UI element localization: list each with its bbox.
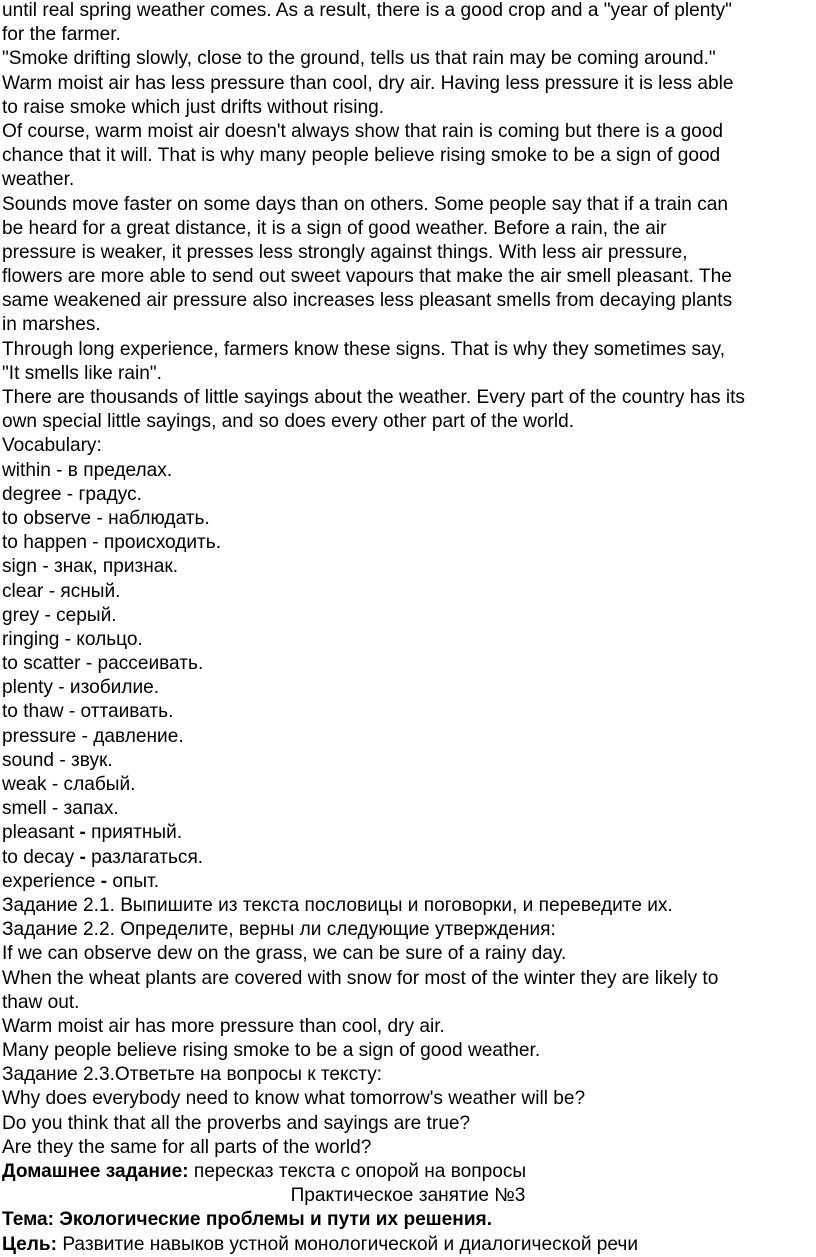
text-line: "It smells like rain". [2, 362, 162, 384]
task-line: Do you think that all the proverbs and sayings are true? [2, 1112, 471, 1134]
goal-label: Цель: [2, 1233, 58, 1255]
goal-line [2, 1233, 814, 1257]
vocabulary-item [2, 459, 814, 483]
vocabulary-separator: - [76, 725, 94, 747]
vocabulary-term: weak [2, 774, 47, 795]
vocabulary-term: clear [2, 580, 44, 602]
vocabulary-separator: - [74, 846, 92, 868]
task-line: Are they the same for all parts of the world? [2, 1136, 372, 1158]
vocabulary-item [2, 700, 814, 724]
text-line: pressure is weaker, it presses less strongly against things. With less air pressure, [2, 241, 688, 263]
vocabulary-term: degree [2, 483, 62, 505]
topic-text: Тема: Экологические проблемы и пути их решения. [2, 1209, 493, 1231]
vocabulary-term: sign [2, 556, 38, 578]
text-line: same weakened air pressure also increases less pleasant smells from decaying plants [2, 290, 733, 312]
text-line: in marshes. [2, 314, 101, 336]
vocabulary-translation: изобилие. [69, 677, 160, 699]
reading-text [2, 0, 814, 459]
vocabulary-term: pressure [2, 725, 77, 747]
text-line: for the farmer. [2, 24, 121, 46]
vocabulary-separator: - [63, 701, 81, 723]
task-line: Many people believe rising smoke to be a sign of good weather. [2, 1040, 541, 1062]
vocabulary-item [2, 604, 814, 628]
task-line: When the wheat plants are covered with snow for most of the winter they are likely to [2, 967, 719, 989]
vocabulary-item [2, 555, 814, 579]
vocabulary-term: ringing [2, 628, 60, 650]
vocabulary-term: to decay [2, 846, 75, 868]
vocabulary-item [2, 870, 814, 894]
vocabulary-separator: - [59, 628, 77, 650]
vocabulary-item [2, 725, 814, 749]
task-line: If we can observe dew on the grass, we can be sure of a rainy day. [2, 943, 567, 965]
vocabulary-item [2, 797, 814, 821]
vocabulary-translation: звук. [71, 749, 113, 771]
task-line: Why does everybody need to know what tomorrow's weather will be? [2, 1088, 586, 1110]
vocabulary-translation: наблюдать. [108, 507, 210, 529]
vocabulary-term: experience [2, 870, 96, 892]
vocabulary-item [2, 507, 814, 531]
vocabulary-translation: рассеивать. [97, 653, 204, 675]
vocabulary-translation: опыт. [112, 870, 160, 892]
vocabulary-term: smell [2, 798, 47, 820]
vocabulary-term: plenty [2, 677, 53, 699]
vocabulary-separator: - [43, 580, 61, 602]
homework-label: Домашнее задание: [2, 1161, 189, 1182]
text-line: Through long experience, farmers know these signs. That is why they sometimes say, [2, 338, 726, 360]
vocabulary-list [2, 459, 814, 894]
goal-text: Развитие навыков устной монологической и диалогической речи [57, 1233, 639, 1255]
vocabulary-item [2, 676, 814, 700]
lesson-title: Практическое занятие №3 [290, 1185, 526, 1207]
vocabulary-separator: - [39, 604, 57, 626]
vocabulary-separator: - [50, 459, 68, 481]
vocabulary-term: to thaw [2, 701, 64, 723]
vocabulary-term: to observe [2, 507, 92, 529]
vocabulary-translation: происходить. [103, 532, 222, 554]
vocabulary-item [2, 846, 814, 870]
vocabulary-translation: разлагаться. [91, 846, 204, 868]
text-line: Sounds move faster on some days than on others. Some people say that if a train can [2, 193, 728, 215]
vocabulary-item [2, 749, 814, 773]
text-line: own special little sayings, and so does every other part of the world. [2, 411, 575, 433]
vocabulary-separator: - [46, 798, 64, 820]
text-line: weather. [2, 169, 75, 191]
vocabulary-heading: Vocabulary: [2, 435, 102, 457]
text-line: Of course, warm moist air doesn't always show that rain is coming but there is a good [2, 120, 724, 142]
vocabulary-separator: - [37, 556, 54, 578]
task-line: thaw out. [2, 991, 80, 1013]
task-line: Задание 2.3.Ответьте на вопросы к тексту: [2, 1064, 382, 1086]
task-line: Задание 2.1. Выпишите из текста пословицы и поговорки, и переведите их. [2, 894, 673, 916]
vocabulary-separator: - [52, 677, 70, 699]
vocabulary-translation: приятный. [91, 822, 183, 844]
vocabulary-term: within [2, 459, 51, 481]
vocabulary-item [2, 531, 814, 555]
tasks-section [2, 894, 814, 1160]
vocabulary-term: to scatter [2, 653, 81, 675]
text-line: There are thousands of little sayings about the weather. Every part of the country has its [2, 387, 745, 408]
text-line: to raise smoke which just drifts without rising. [2, 96, 385, 118]
topic-line [2, 1208, 814, 1232]
task-line: Warm moist air has more pressure than cool, dry air. [2, 1015, 445, 1037]
text-line: be heard for a great distance, it is a sign of good weather. Before a rain, the air [2, 217, 667, 239]
vocabulary-translation: кольцо. [76, 628, 143, 650]
vocabulary-translation: запах. [63, 798, 119, 820]
vocabulary-item [2, 821, 814, 845]
vocabulary-term: to happen [2, 532, 87, 554]
vocabulary-translation: градус. [78, 483, 142, 505]
text-line: "Smoke drifting slowly, close to the ground, tells us that rain may be coming around." [2, 48, 716, 70]
vocabulary-separator: - [61, 483, 79, 505]
vocabulary-item [2, 628, 814, 652]
vocabulary-item [2, 483, 814, 507]
vocabulary-translation: в пределах. [67, 459, 173, 481]
text-line: flowers are more able to send out sweet vapours that make the air smell pleasant. The [2, 266, 732, 288]
vocabulary-translation: слабый. [63, 774, 136, 795]
vocabulary-separator: - [46, 774, 64, 795]
vocabulary-translation: серый. [56, 604, 117, 626]
homework-text: пересказ текста с опорой на вопросы [188, 1161, 527, 1182]
vocabulary-item [2, 652, 814, 676]
text-line: Warm moist air has less pressure than cool, dry air. Having less pressure it is less able [2, 72, 734, 94]
vocabulary-separator: - [80, 653, 98, 675]
vocabulary-item [2, 773, 814, 797]
vocabulary-separator: - [86, 532, 104, 554]
task-line: Задание 2.2. Определите, верны ли следующие утверждения: [2, 919, 556, 941]
vocabulary-translation: давление. [93, 725, 184, 747]
vocabulary-term: sound [2, 749, 55, 771]
vocabulary-separator: - [95, 870, 113, 892]
vocabulary-translation: ясный. [60, 580, 121, 602]
vocabulary-translation: знак, признак. [54, 556, 179, 578]
vocabulary-term: pleasant [2, 822, 75, 844]
homework-line [2, 1160, 814, 1184]
vocabulary-item [2, 580, 814, 604]
vocabulary-translation: оттаивать. [80, 701, 174, 723]
text-line: until real spring weather comes. As a result, there is a good crop and a "year of plenty" [2, 0, 732, 21]
vocabulary-term: grey [2, 604, 40, 626]
vocabulary-separator: - [91, 507, 109, 529]
vocabulary-separator: - [54, 749, 71, 771]
vocabulary-separator: - [74, 822, 92, 844]
text-line: chance that it will. That is why many people believe rising smoke to be a sign of good [2, 145, 721, 167]
